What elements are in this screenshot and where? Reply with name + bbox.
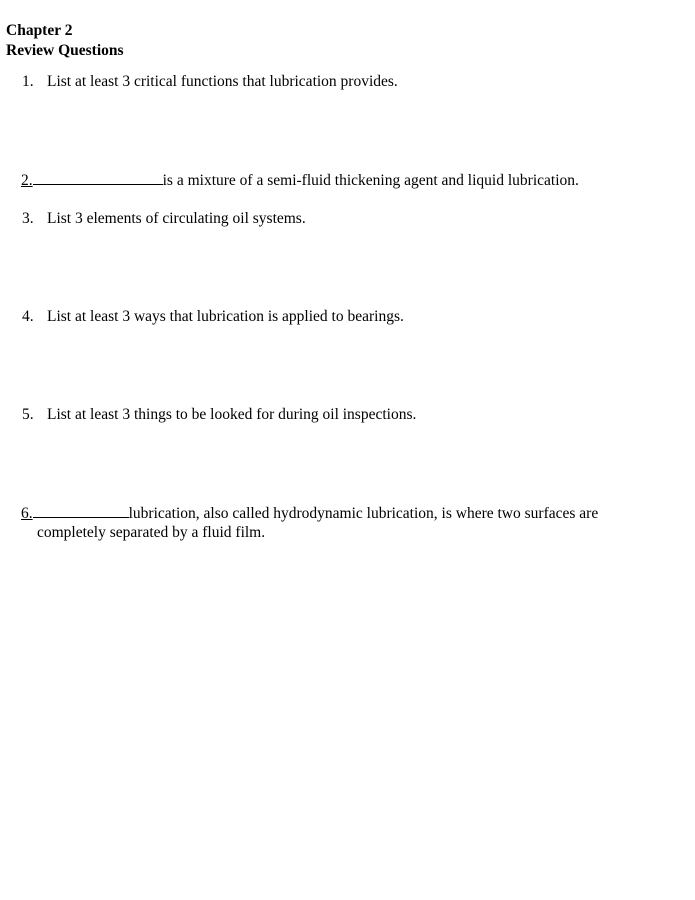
question-6-continuation: completely separated by a fluid film. <box>37 524 266 541</box>
question-text: lubrication, also called hydrodynamic lubrication, is where two surfaces are <box>128 505 599 522</box>
question-text: is a mixture of a semi-fluid thickening agent and liquid lubrication. <box>162 172 579 189</box>
question-1 <box>22 72 398 92</box>
fill-in-blank[interactable] <box>33 503 129 518</box>
fill-in-blank[interactable] <box>33 170 163 185</box>
question-number: 3. <box>22 210 34 227</box>
question-5 <box>22 405 416 425</box>
question-6 <box>21 503 598 524</box>
question-number: 4. <box>22 308 34 325</box>
question-2 <box>21 170 579 191</box>
question-text: List 3 elements of circulating oil systems. <box>47 210 306 227</box>
question-text: List at least 3 ways that lubrication is applied to bearings. <box>47 308 404 325</box>
question-number: 5. <box>22 406 34 423</box>
question-number: 2. <box>21 172 33 189</box>
question-3 <box>22 209 306 229</box>
question-4 <box>22 307 404 327</box>
question-text: List at least 3 things to be looked for during oil inspections. <box>47 406 417 423</box>
section-title: Review Questions <box>6 42 124 59</box>
question-number: 6. <box>21 505 33 522</box>
chapter-title: Chapter 2 <box>6 22 73 39</box>
question-number: 1. <box>22 73 34 90</box>
question-text: List at least 3 critical functions that lubrication provides. <box>47 73 398 90</box>
